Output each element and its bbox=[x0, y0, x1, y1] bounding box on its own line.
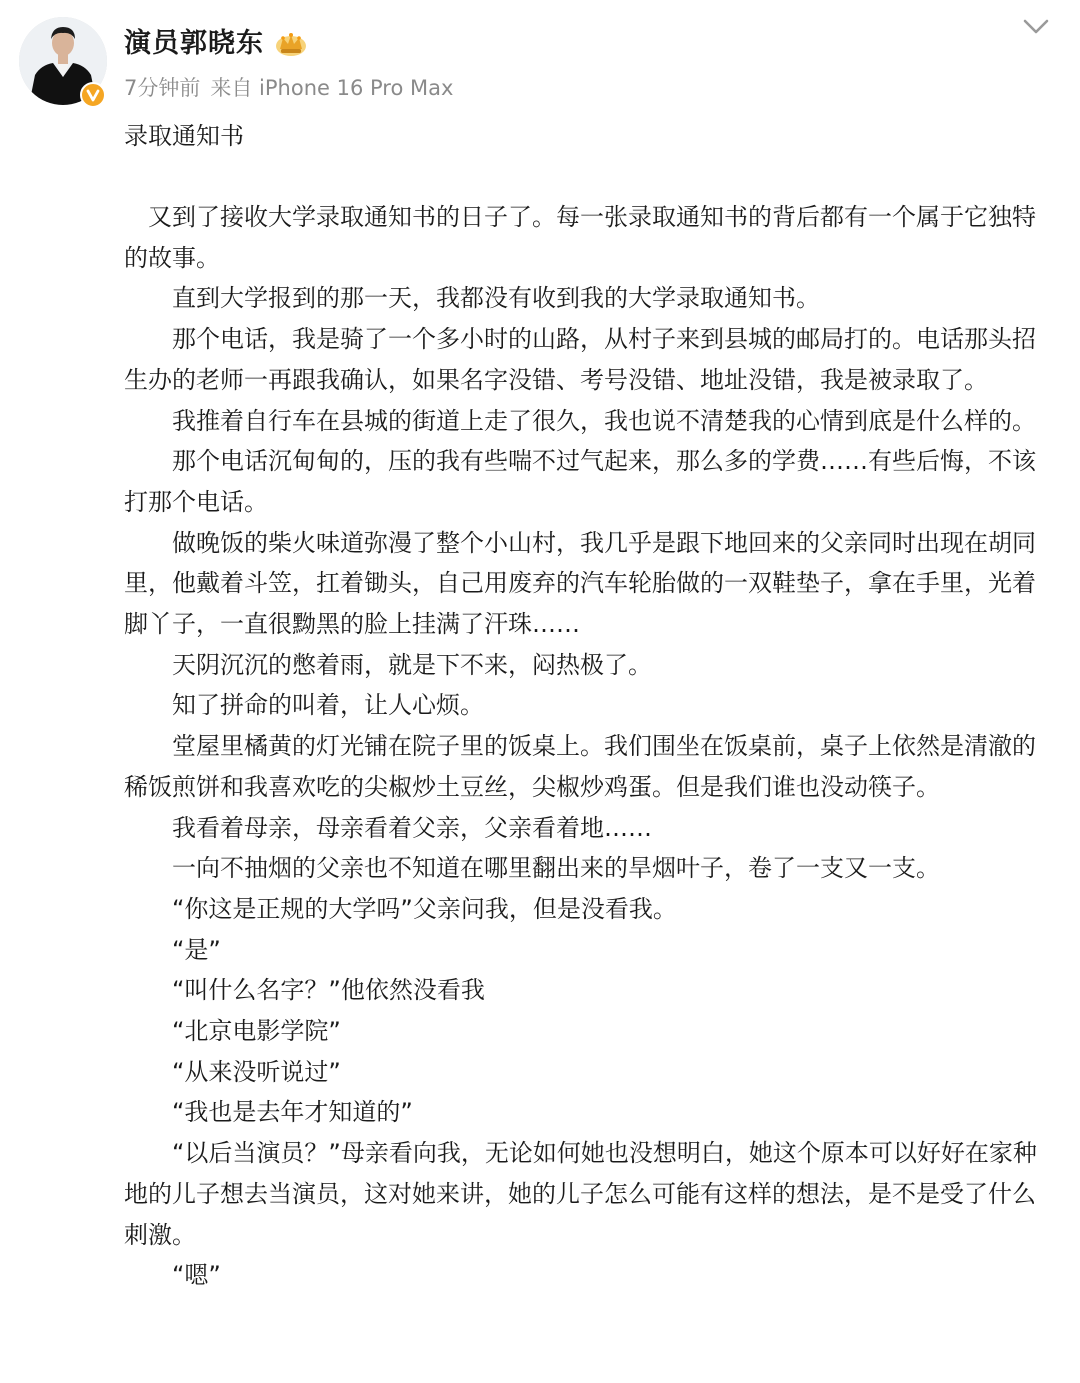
post-body bbox=[124, 197, 1054, 1296]
crown-badge-icon[interactable] bbox=[274, 30, 308, 58]
paragraph: 堂屋里橘黄的灯光铺在院子里的饭桌上。我们围坐在饭桌前，桌子上依然是清澈的稀饭煎饼和我喜欢吃的尖椒炒土豆丝，尖椒炒鸡蛋。但是我们谁也没动筷子。 bbox=[124, 732, 1036, 801]
paragraph: 又到了接收大学录取通知书的日子了。每一张录取通知书的背后都有一个属于它独特的故事。 bbox=[124, 203, 1036, 272]
paragraph: “从来没听说过” bbox=[172, 1057, 341, 1086]
post-source: 来自 iPhone 16 Pro Max bbox=[210, 76, 454, 100]
post-header bbox=[0, 0, 1080, 110]
paragraph: 我看着母亲，母亲看着父亲，父亲看着地…… bbox=[172, 813, 652, 842]
verified-badge-icon bbox=[80, 82, 106, 108]
post-title: 录取通知书 bbox=[124, 122, 244, 150]
paragraph: 知了拼命的叫着，让人心烦。 bbox=[172, 691, 484, 720]
paragraph: 我推着自行车在县城的街道上走了很久，我也说不清楚我的心情到底是什么样的。 bbox=[172, 406, 1036, 435]
paragraph: 直到大学报到的那一天，我都没有收到我的大学录取通知书。 bbox=[172, 284, 820, 313]
paragraph: 做晚饭的柴火味道弥漫了整个小山村，我几乎是跟下地回来的父亲同时出现在胡同里，他戴着斗笠，扛着锄头，自己用废弃的汽车轮胎做的一双鞋垫子，拿在手里，光着脚丫子，一直很黝黑的脸上挂满了汗珠…… bbox=[124, 528, 1036, 639]
paragraph: “你这是正规的大学吗”父亲问我，但是没看我。 bbox=[172, 894, 677, 923]
paragraph: 天阴沉沉的憋着雨，就是下不来，闷热极了。 bbox=[172, 650, 652, 679]
author-name[interactable]: 演员郭晓东 bbox=[124, 28, 264, 59]
paragraph: “以后当演员？”母亲看向我，无论如何她也没想明白，她这个原本可以好好在家种地的儿子想去当演员，这对她来讲，她的儿子怎么可能有这样的想法，是不是受了什么刺激。 bbox=[124, 1139, 1037, 1249]
paragraph: 那个电话，我是骑了一个多小时的山路，从村子来到县城的邮局打的。电话那头招生办的老师一再跟我确认，如果名字没错、考号没错、地址没错，我是被录取了。 bbox=[124, 325, 1036, 394]
post-time: 7分钟前 bbox=[124, 76, 201, 100]
author-name-row bbox=[124, 26, 308, 62]
paragraph: “我也是去年才知道的” bbox=[172, 1098, 413, 1127]
paragraph: 一向不抽烟的父亲也不知道在哪里翻出来的旱烟叶子，卷了一支又一支。 bbox=[172, 854, 940, 883]
paragraph: 那个电话沉甸甸的，压的我有些喘不过气起来，那么多的学费……有些后悔，不该打那个电话。 bbox=[124, 447, 1036, 516]
paragraph: “叫什么名字？”他依然没看我 bbox=[172, 976, 485, 1005]
post-meta bbox=[124, 74, 453, 102]
paragraph: “北京电影学院” bbox=[172, 1017, 341, 1046]
chevron-down-icon[interactable] bbox=[1020, 14, 1052, 40]
paragraph: “是” bbox=[172, 935, 221, 964]
paragraph: “嗯” bbox=[172, 1261, 221, 1290]
